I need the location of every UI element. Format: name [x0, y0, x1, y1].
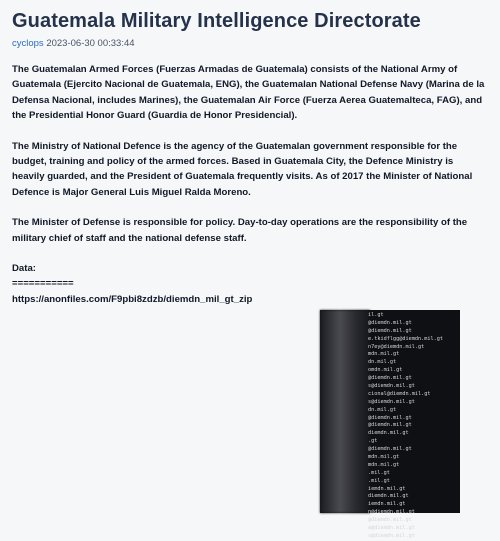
post-meta [12, 38, 488, 50]
post-timestamp: 2023-06-30 00:33:44 [46, 38, 135, 49]
post-body [12, 62, 488, 307]
leak-preview-line: .mil.gt [368, 477, 390, 484]
leak-preview-image [320, 310, 460, 539]
leak-preview-line: @diemdn.mil.gt [368, 319, 412, 326]
leak-preview-line: a@diemdn.mil.gt [368, 525, 415, 532]
leak-preview-line: mdn.mil.gt [368, 351, 400, 358]
leak-preview-line: diemdn.mil.gt [368, 430, 409, 437]
leak-preview-line: @diemdn.mil.gt [368, 414, 412, 421]
leak-preview-line: n@diemdn.mil.gt [368, 509, 415, 516]
leak-preview-line: dn.mil.gt [368, 406, 397, 413]
post-paragraph: The Guatemalan Armed Forces (Fuerzas Armadas de Guatemala) consists of the National Army of Guatemala (Ejercito Nacional de Guatemala, ENG), the Guatemalan National Defense Navy (Marina de la Defensa Nacional, includes Marines), the Guatemalan Air Force (Fuerza Aerea Guatemalteca, FAG), and the Presidential Honor Guard (Guardia de Honor Presidencial). [12, 64, 485, 122]
post-paragraph: The Minister of Defense is responsible for policy. Day-to-day operations are the responsibility of the military chief of staff and the national defense staff. [12, 217, 468, 244]
separator: =========== [12, 278, 74, 290]
post-title: Guatemala Military Intelligence Directorate [12, 10, 421, 32]
leak-preview-line: n7ey@diemdn.mil.gt [368, 343, 425, 350]
leak-preview-line: mdn.mil.gt [368, 454, 400, 461]
leak-preview-line: omdn.mil.gt [368, 367, 403, 374]
leak-preview-line: @diemdn.mil.gt [368, 327, 412, 334]
leak-preview-line: cional@diemdn.mil.gt [368, 390, 431, 397]
leak-preview-line: .gt [368, 438, 378, 445]
leak-preview-line: iemdn.mil.gt [368, 501, 406, 508]
leak-preview-line: dn.mil.gt [368, 359, 397, 366]
leak-preview-line: e.tkidflgg@diemdn.mil.gt [368, 335, 443, 342]
leak-preview-line: il.gt [368, 312, 384, 318]
leak-preview-line: @diemdn.mil.gt [368, 422, 412, 429]
leak-preview-line: .mil.gt [368, 469, 390, 476]
data-section [12, 261, 488, 307]
data-label: Data: [12, 263, 36, 275]
leak-preview-line: s@diemdn.mil.gt [368, 532, 415, 539]
leak-preview-line: iemdn.mil.gt [368, 485, 406, 492]
leak-preview-lines [368, 312, 460, 541]
leak-preview-line: @diemdn.mil.gt [368, 446, 412, 453]
leak-preview-line: @diemdn.mil.gt [368, 375, 412, 382]
leak-preview-line: s@diemdn.mil.gt [368, 398, 415, 405]
leak-preview-line: s@diemdn.mil.gt [368, 383, 415, 390]
post-paragraph: The Ministry of National Defence is the agency of the Guatemalan government responsible for the budget, training and policy of the armed forces. Based in Guatemala City, the Defence Ministry is heavily guarded, and the President of Guatemala frequently visits. As of 2017 the Minister of National Defence is Major General Luis Miguel Ralda Moreno. [12, 140, 473, 198]
download-link[interactable]: https://anonfiles.com/F9pbi8zdzb/diemdn_mil_gt_zip [12, 293, 253, 305]
leak-preview-line: diemdn.mil.gt [368, 493, 409, 500]
leak-preview-line: @diemdn.mil.gt [368, 517, 412, 524]
redacted-blur [320, 310, 370, 513]
author-link[interactable]: cyclops [12, 38, 44, 49]
leak-preview-line: mdn.mil.gt [368, 461, 400, 468]
